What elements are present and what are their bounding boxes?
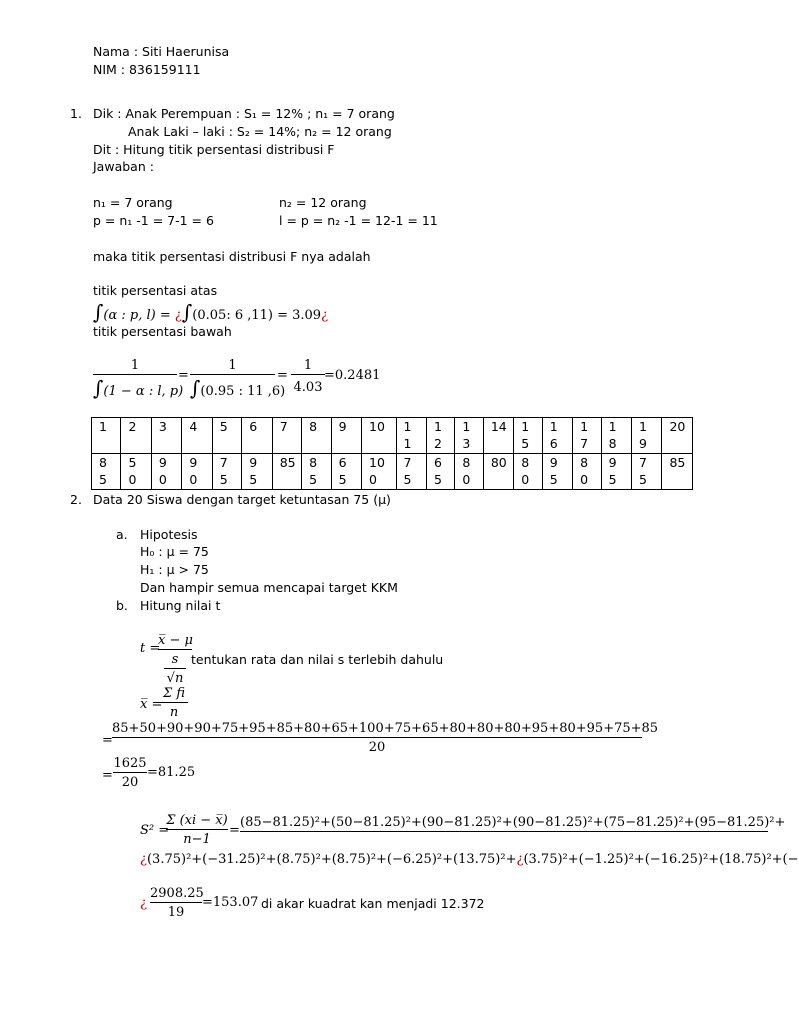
table-header-row	[92, 418, 693, 454]
lower-f-fraction-1: 1 ∫(1 − α : l, p)	[93, 358, 184, 400]
inverted-question-mark: ¿	[140, 896, 147, 911]
header-cell: 2	[121, 418, 151, 454]
q1-dit: Dit : Hitung titik persentasi distribusi F	[93, 142, 335, 157]
header-cell: 8	[302, 418, 331, 454]
q1-n1: n₁ = 7 orang	[93, 195, 173, 210]
q2-b-title: Hitung nilai t	[140, 598, 221, 613]
sqrt-note: di akar kuadrat kan menjadi 12.372	[261, 896, 485, 911]
header-cell: 4	[182, 418, 212, 454]
mean-result: =81.25	[147, 765, 196, 780]
header-cell: 20	[662, 418, 693, 454]
student-scores-table	[91, 417, 693, 490]
q2-a-title: Hipotesis	[140, 527, 198, 542]
mean-formula-fraction: Σ fi n	[160, 687, 188, 719]
header-cell: 1 9	[632, 418, 662, 454]
value-cell: 8 0	[514, 454, 542, 490]
hypothesis-note: Dan hampir semua mencapai target KKM	[140, 580, 398, 595]
header-cell: 6	[242, 418, 272, 454]
header-cell: 1 2	[426, 418, 454, 454]
value-cell: 5 0	[121, 454, 151, 490]
student-name: Nama : Siti Haerunisa	[93, 44, 230, 59]
variance-value-fraction: 2908.25 19	[150, 886, 204, 920]
header-cell: 1 7	[573, 418, 601, 454]
value-cell: 8 5	[92, 454, 121, 490]
q1-l: l = p = n₂ -1 = 12-1 = 11	[279, 213, 438, 228]
mean-formula-lhs: x̅ =	[140, 697, 163, 712]
value-cell: 7 5	[396, 454, 426, 490]
value-cell: 9 5	[242, 454, 272, 490]
header-cell: 7	[272, 418, 301, 454]
header-cell: 9	[331, 418, 361, 454]
hypothesis-h0: H₀ : μ = 75	[140, 544, 209, 559]
q1-number: 1.	[70, 106, 82, 121]
header-cell: 1 3	[455, 418, 483, 454]
value-cell: 8 0	[455, 454, 483, 490]
inverted-question-mark: ¿	[321, 308, 329, 323]
q1-dik-line2: Anak Laki – laki : S₂ = 14%; n₂ = 12 orang	[128, 124, 392, 139]
q1-jawaban: Jawaban :	[93, 159, 154, 174]
integral-symbol: ∫	[181, 300, 193, 324]
value-cell: 9 5	[601, 454, 631, 490]
value-cell: 7 5	[632, 454, 662, 490]
t-formula-lhs: t =	[140, 641, 161, 656]
header-cell: 5	[212, 418, 241, 454]
value-cell: 8 5	[302, 454, 331, 490]
q2-a-label: a.	[116, 527, 128, 542]
value-cell: 9 0	[182, 454, 212, 490]
t-formula-fraction: x̅ − μ s √n	[158, 633, 193, 686]
header-cell: 1 1	[396, 418, 426, 454]
table-value-row	[92, 454, 693, 490]
q2-number: 2.	[70, 492, 82, 507]
q1-atas-label: titik persentasi atas	[93, 283, 218, 298]
variance-expansion: (85−81.25)²+(50−81.25)²+(90−81.25)²+(90−81.25)²+(75−81.25)²+(95−81.25)²+	[240, 815, 786, 830]
lower-f-result: =0.2481	[324, 368, 381, 383]
variance-line2: ¿(3.75)²+(−31.25)²+(8.75)²+(8.75)²+(−6.25)²+(13.75)²+¿(3.75)²+(−1.25)²+(−16.25)²+(18.75)²+(−	[140, 852, 799, 867]
header-cell: 10	[362, 418, 397, 454]
variance-lhs: S² =	[140, 823, 170, 838]
value-cell: 9 0	[151, 454, 181, 490]
hypothesis-h1: H₁ : μ > 75	[140, 562, 209, 577]
t-formula-note: tentukan rata dan nilai s terlebih dahulu	[191, 652, 444, 667]
q1-n2: n₂ = 12 orang	[279, 195, 367, 210]
lower-f-fraction-3: 1 4.03	[291, 359, 325, 394]
q1-p: p = n₁ -1 = 7-1 = 6	[93, 213, 214, 228]
header-cell: 1 5	[514, 418, 542, 454]
integral-symbol: ∫	[93, 300, 104, 324]
header-cell: 1 6	[542, 418, 572, 454]
value-cell: 85	[272, 454, 301, 490]
sum-fraction: 85+50+90+90+75+95+85+80+65+100+75+65+80+80+80+95+80+95+75+85 20	[112, 721, 659, 755]
variance-fraction: Σ (xi − x̅) n−1	[166, 813, 228, 847]
q2-title: Data 20 Siswa dengan target ketuntasan 75 (μ)	[93, 492, 391, 507]
header-cell: 3	[151, 418, 181, 454]
value-cell: 80	[483, 454, 513, 490]
header-cell: 1 8	[601, 418, 631, 454]
inverted-question-mark: ¿	[174, 308, 182, 323]
upper-f-formula: ∫(α : p, l) = ¿∫(0.05: 6 ,11) = 3.09¿	[93, 300, 329, 324]
value-cell: 6 5	[331, 454, 361, 490]
q1-bawah-label: titik persentasi bawah	[93, 324, 232, 339]
q1-maka: maka titik persentasi distribusi F nya adalah	[93, 249, 371, 264]
q2-b-label: b.	[116, 598, 128, 613]
lower-f-fraction-2: 1 ∫(0.95 : 11 ,6)	[190, 358, 286, 400]
value-cell: 10 0	[362, 454, 397, 490]
student-nim: NIM : 836159111	[93, 62, 201, 77]
variance-result: =153.07	[202, 895, 259, 910]
value-cell: 9 5	[542, 454, 572, 490]
mean-fraction: 1625 20	[113, 756, 147, 790]
value-cell: 7 5	[212, 454, 241, 490]
q1-dik-line1: Dik : Anak Perempuan : S₁ = 12% ; n₁ = 7 orang	[93, 106, 395, 121]
value-cell: 85	[662, 454, 693, 490]
header-cell: 1	[92, 418, 121, 454]
value-cell: 8 0	[573, 454, 601, 490]
value-cell: 6 5	[426, 454, 454, 490]
header-cell: 14	[483, 418, 513, 454]
